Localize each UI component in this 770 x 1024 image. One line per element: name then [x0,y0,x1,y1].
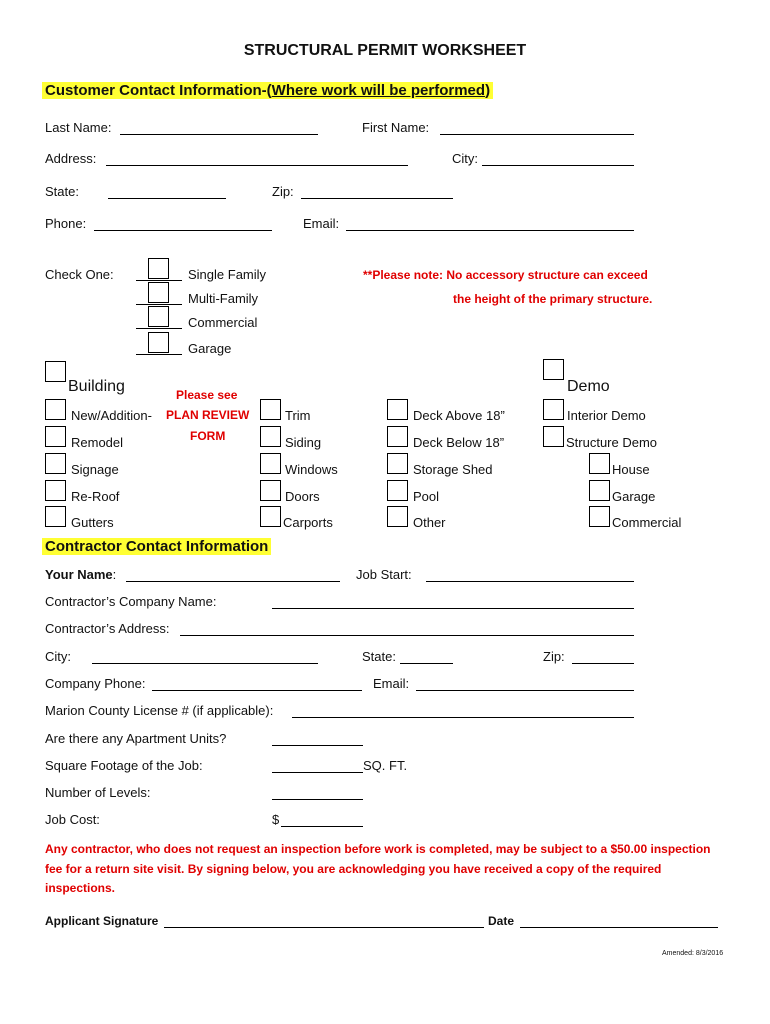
square-footage-field[interactable] [272,772,363,773]
deck-below-label: Deck Below 18” [413,435,505,450]
gutters-label: Gutters [71,515,114,530]
other-label: Other [413,515,446,530]
new-addition-label: New/Addition- [71,408,152,423]
garage-checkbox[interactable] [148,332,169,353]
deck-below-checkbox[interactable] [387,426,408,447]
job-cost-label: Job Cost: [45,812,100,827]
apartment-units-field[interactable] [272,745,363,746]
inspection-warning: Any contractor, who does not request an inspection before work is completed, may be subject to a $50.00 inspection [45,842,711,856]
last-name-field[interactable] [120,134,318,135]
plan-review-note-3: FORM [190,429,226,443]
deck-above-label: Deck Above 18” [413,408,505,423]
plan-review-note: Please see [176,388,238,402]
signature-label: Applicant Signature [45,914,159,928]
job-cost-field[interactable] [281,826,363,827]
trim-checkbox[interactable] [260,399,281,420]
underline [136,354,182,355]
contractor-address-field[interactable] [180,635,634,636]
doors-label: Doors [285,489,320,504]
license-field[interactable] [292,717,634,718]
company-name-label: Contractor’s Company Name: [45,594,217,609]
interior-demo-label: Interior Demo [567,408,646,423]
storage-shed-label: Storage Shed [413,462,493,477]
storage-shed-checkbox[interactable] [387,453,408,474]
demo-label: Demo [567,378,610,395]
single-family-checkbox[interactable] [148,258,169,279]
demo-commercial-label: Commercial [612,515,682,530]
sq-ft-unit: SQ. FT. [363,758,408,773]
building-label: Building [68,378,125,395]
contractor-email-label: Email: [373,676,410,691]
single-family-label: Single Family [188,267,267,282]
city-label: City: [452,151,478,166]
signage-checkbox[interactable] [45,453,66,474]
signature-field[interactable] [164,927,484,928]
square-footage-label: Square Footage of the Job: [45,758,203,773]
contractor-section-heading: Contractor Contact Information [42,538,271,556]
city-field[interactable] [482,165,634,166]
commercial-label: Commercial [188,315,258,330]
remodel-checkbox[interactable] [45,426,66,447]
contractor-zip-field[interactable] [572,663,634,664]
carports-checkbox[interactable] [260,506,281,527]
company-phone-field[interactable] [152,690,362,691]
siding-checkbox[interactable] [260,426,281,447]
interior-demo-checkbox[interactable] [543,399,564,420]
windows-label: Windows [285,462,338,477]
new-addition-checkbox[interactable] [45,399,66,420]
re-roof-checkbox[interactable] [45,480,66,501]
email-field[interactable] [346,230,634,231]
inspection-warning-2: fee for a return site visit. By signing below, you are acknowledging you have received a copy of the required [45,862,662,876]
carports-label: Carports [283,515,333,530]
first-name-field[interactable] [440,134,634,135]
accessory-note: **Please note: No accessory structure can exceed [363,268,648,282]
plan-review-note-2: PLAN REVIEW [166,408,250,422]
company-phone-label: Company Phone: [45,676,146,691]
address-field[interactable] [106,165,408,166]
company-name-field[interactable] [272,608,634,609]
contractor-state-field[interactable] [400,663,453,664]
re-roof-label: Re-Roof [71,489,120,504]
contractor-city-field[interactable] [92,663,318,664]
date-field[interactable] [520,927,718,928]
demo-commercial-checkbox[interactable] [589,506,610,527]
levels-field[interactable] [272,799,363,800]
contractor-address-label: Contractor’s Address: [45,621,170,636]
customer-section-heading: Customer Contact Information-(Where work will be performed) [42,82,493,100]
deck-above-checkbox[interactable] [387,399,408,420]
multi-family-checkbox[interactable] [148,282,169,303]
state-field[interactable] [108,198,226,199]
underline [136,328,182,329]
pool-label: Pool [413,489,440,504]
job-start-field[interactable] [426,581,634,582]
remodel-label: Remodel [71,435,124,450]
demo-checkbox[interactable] [543,359,564,380]
date-label: Date [488,914,515,928]
garage-label: Garage [188,341,232,356]
doors-checkbox[interactable] [260,480,281,501]
contractor-email-field[interactable] [416,690,634,691]
email-label: Email: [303,216,340,231]
page-title: STRUCTURAL PERMIT WORKSHEET [243,42,527,59]
first-name-label: First Name: [362,120,430,135]
contractor-zip-label: Zip: [543,649,565,664]
accessory-note-continued: the height of the primary structure. [453,292,653,306]
zip-label: Zip: [272,184,294,199]
house-label: House [612,462,650,477]
levels-label: Number of Levels: [45,785,151,800]
contractor-state-label: State: [362,649,396,664]
commercial-checkbox[interactable] [148,306,169,327]
underline [136,304,182,305]
phone-field[interactable] [94,230,272,231]
zip-field[interactable] [301,198,453,199]
state-label: State: [45,184,79,199]
pool-checkbox[interactable] [387,480,408,501]
amended-date: Amended: 8/3/2016 [662,950,724,957]
structure-demo-checkbox[interactable] [543,426,564,447]
job-start-label: Job Start: [356,567,412,582]
building-checkbox[interactable] [45,361,66,382]
apartment-units-label: Are there any Apartment Units? [45,731,227,746]
phone-label: Phone: [45,216,87,231]
windows-checkbox[interactable] [260,453,281,474]
your-name-label: Your Name: [45,567,117,582]
license-label: Marion County License # (if applicable): [45,703,274,718]
demo-garage-label: Garage [612,489,656,504]
last-name-label: Last Name: [45,120,112,135]
inspection-warning-3: inspections. [45,881,116,895]
signage-label: Signage [71,462,119,477]
multi-family-label: Multi-Family [188,291,259,306]
structure-demo-label: Structure Demo [566,435,658,450]
gutters-checkbox[interactable] [45,506,66,527]
siding-label: Siding [285,435,322,450]
check-one-label: Check One: [45,267,114,282]
address-label: Address: [45,151,97,166]
your-name-field[interactable] [126,581,340,582]
other-checkbox[interactable] [387,506,408,527]
contractor-city-label: City: [45,649,71,664]
dollar-sign: $ [272,812,280,827]
demo-garage-checkbox[interactable] [589,480,610,501]
house-checkbox[interactable] [589,453,610,474]
underline [136,280,182,281]
trim-label: Trim [285,408,311,423]
